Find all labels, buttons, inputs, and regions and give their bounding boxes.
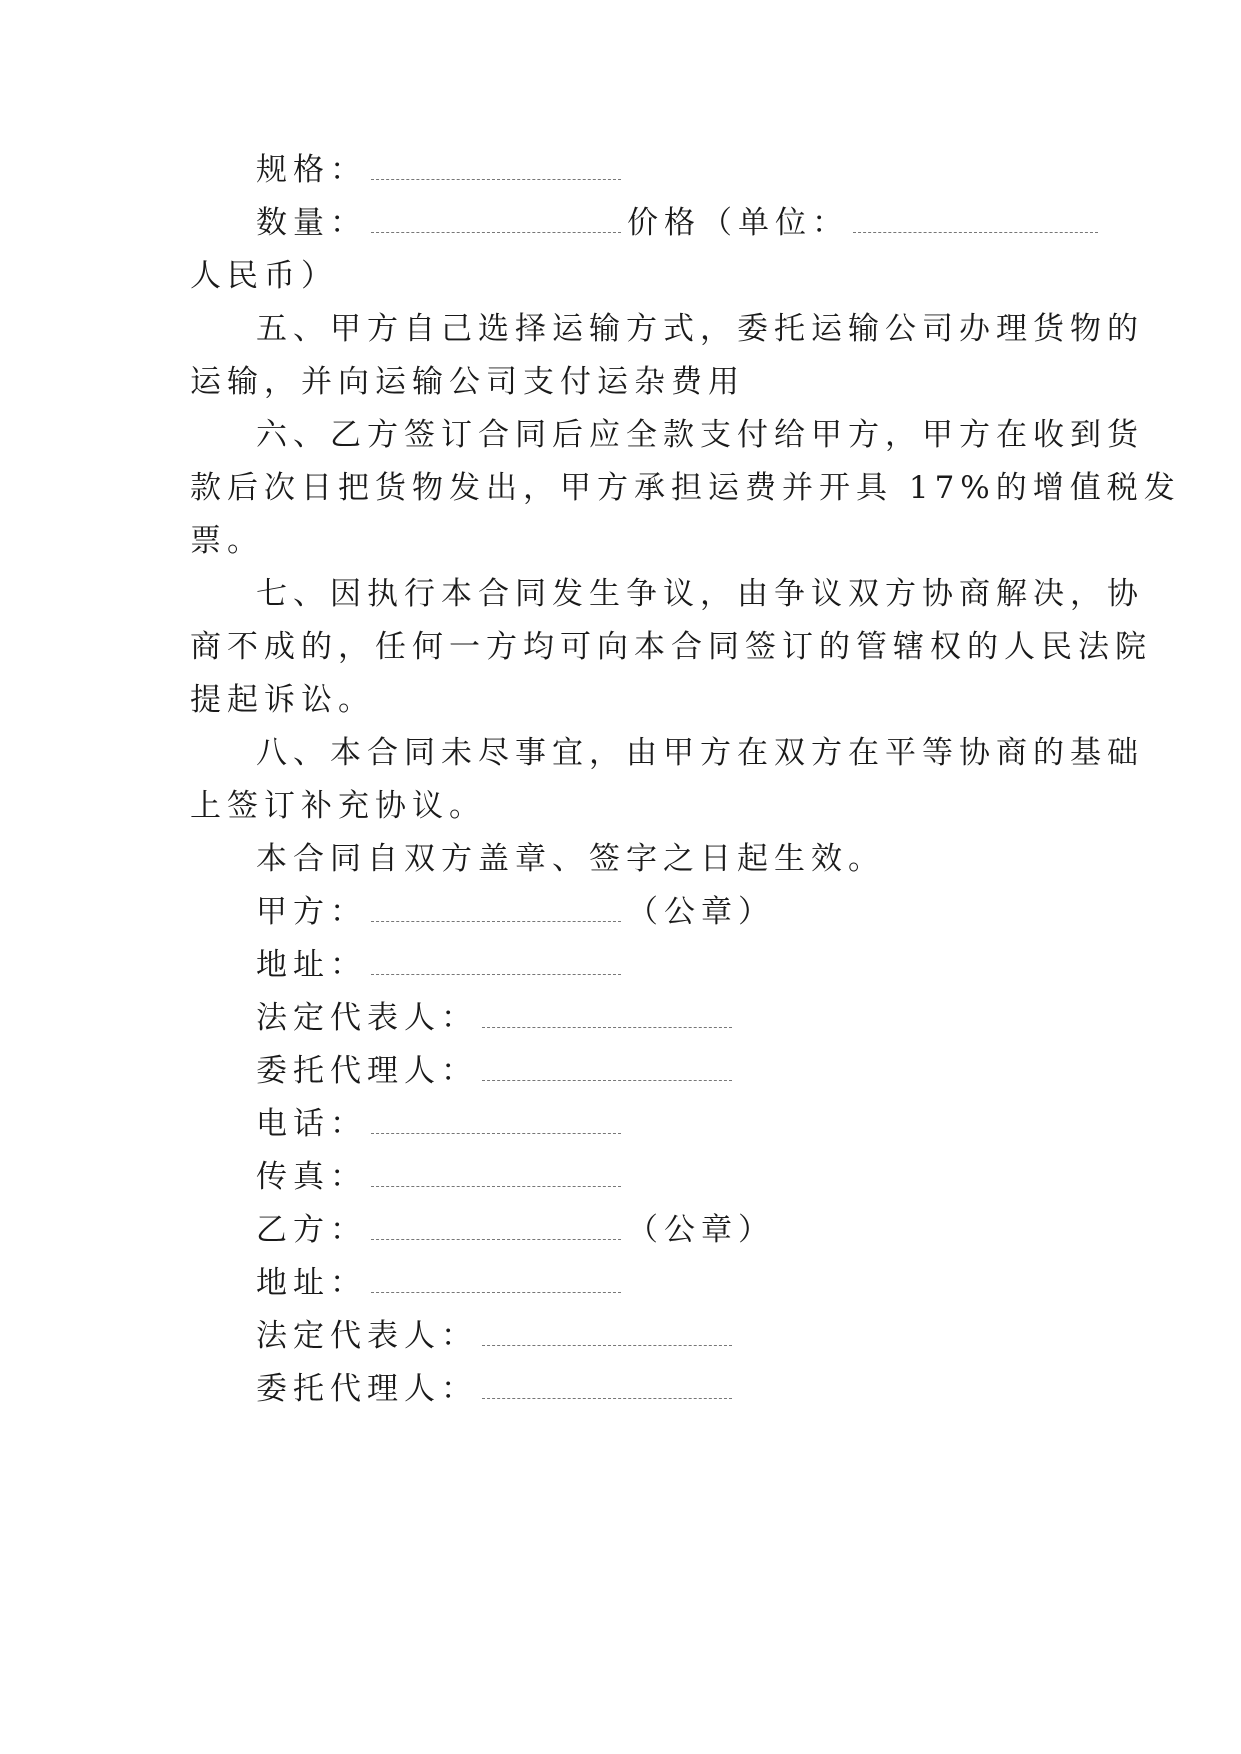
party-a-legal-rep-label: 法定代表人：	[256, 1000, 478, 1036]
party-a-agent-label: 委托代理人：	[256, 1053, 478, 1089]
party-b-blank	[371, 1211, 621, 1240]
qty-price-row	[256, 203, 1076, 243]
clause-7-line-2: 商不成的，任何一方均可向本合同签订的管辖权的人民法院	[190, 629, 1152, 665]
party-a-agent-row	[256, 1051, 1076, 1091]
party-b-address-label: 地址：	[256, 1265, 367, 1301]
party-b-row	[256, 1210, 1076, 1250]
spec-row	[256, 150, 1076, 190]
clause-7-line-1: 七、因执行本合同发生争议，由争议双方协商解决，协	[256, 576, 1144, 612]
qty-label: 数量：	[256, 205, 367, 241]
party-a-fax-blank	[371, 1158, 621, 1187]
clause-8-line-2: 上签订补充协议。	[190, 788, 486, 824]
clause-6-line-3: 票。	[190, 523, 264, 559]
party-b-legal-rep-blank	[482, 1317, 732, 1346]
party-b-agent-blank	[482, 1370, 732, 1399]
qty-blank	[371, 204, 621, 233]
clause-8-line-1: 八、本合同未尽事宜，由甲方在双方在平等协商的基础	[256, 735, 1144, 771]
clause-7-line-3: 提起诉讼。	[190, 682, 375, 718]
party-a-address-label: 地址：	[256, 947, 367, 983]
party-a-legal-rep-row	[256, 998, 1076, 1038]
party-b-legal-rep-row	[256, 1316, 1076, 1356]
party-a-phone-label: 电话：	[256, 1106, 367, 1142]
effective-clause: 本合同自双方盖章、签字之日起生效。	[256, 841, 885, 877]
party-b-seal: （公章）	[627, 1212, 775, 1248]
party-b-agent-row	[256, 1369, 1076, 1409]
clause-6-line-2: 款后次日把货物发出，甲方承担运费并开具 17%的增值税发	[190, 470, 1181, 506]
party-b-label: 乙方：	[256, 1212, 367, 1248]
party-a-fax-label: 传真：	[256, 1159, 367, 1195]
party-b-agent-label: 委托代理人：	[256, 1371, 478, 1407]
party-a-row	[256, 892, 1076, 932]
clause-5-line-1: 五、甲方自己选择运输方式，委托运输公司办理货物的	[256, 311, 1144, 347]
party-a-seal: （公章）	[627, 894, 775, 930]
party-a-address-row	[256, 945, 1076, 985]
currency-line: 人民币）	[190, 258, 338, 294]
clause-6-line-1: 六、乙方签订合同后应全款支付给甲方，甲方在收到货	[256, 417, 1144, 453]
spec-label: 规格：	[256, 152, 367, 188]
party-a-legal-rep-blank	[482, 999, 732, 1028]
party-a-address-blank	[371, 946, 621, 975]
party-b-address-row	[256, 1263, 1076, 1303]
party-a-label: 甲方：	[256, 894, 367, 930]
party-a-fax-row	[256, 1157, 1076, 1197]
clause-5-line-2: 运输，并向运输公司支付运杂费用	[190, 364, 745, 400]
party-a-blank	[371, 893, 621, 922]
party-b-legal-rep-label: 法定代表人：	[256, 1318, 478, 1354]
party-a-agent-blank	[482, 1052, 732, 1081]
party-a-phone-blank	[371, 1105, 621, 1134]
spec-blank	[371, 151, 621, 180]
price-blank	[853, 204, 1098, 233]
party-a-phone-row	[256, 1104, 1076, 1144]
party-b-address-blank	[371, 1264, 621, 1293]
price-label: 价格（单位：	[627, 205, 849, 241]
